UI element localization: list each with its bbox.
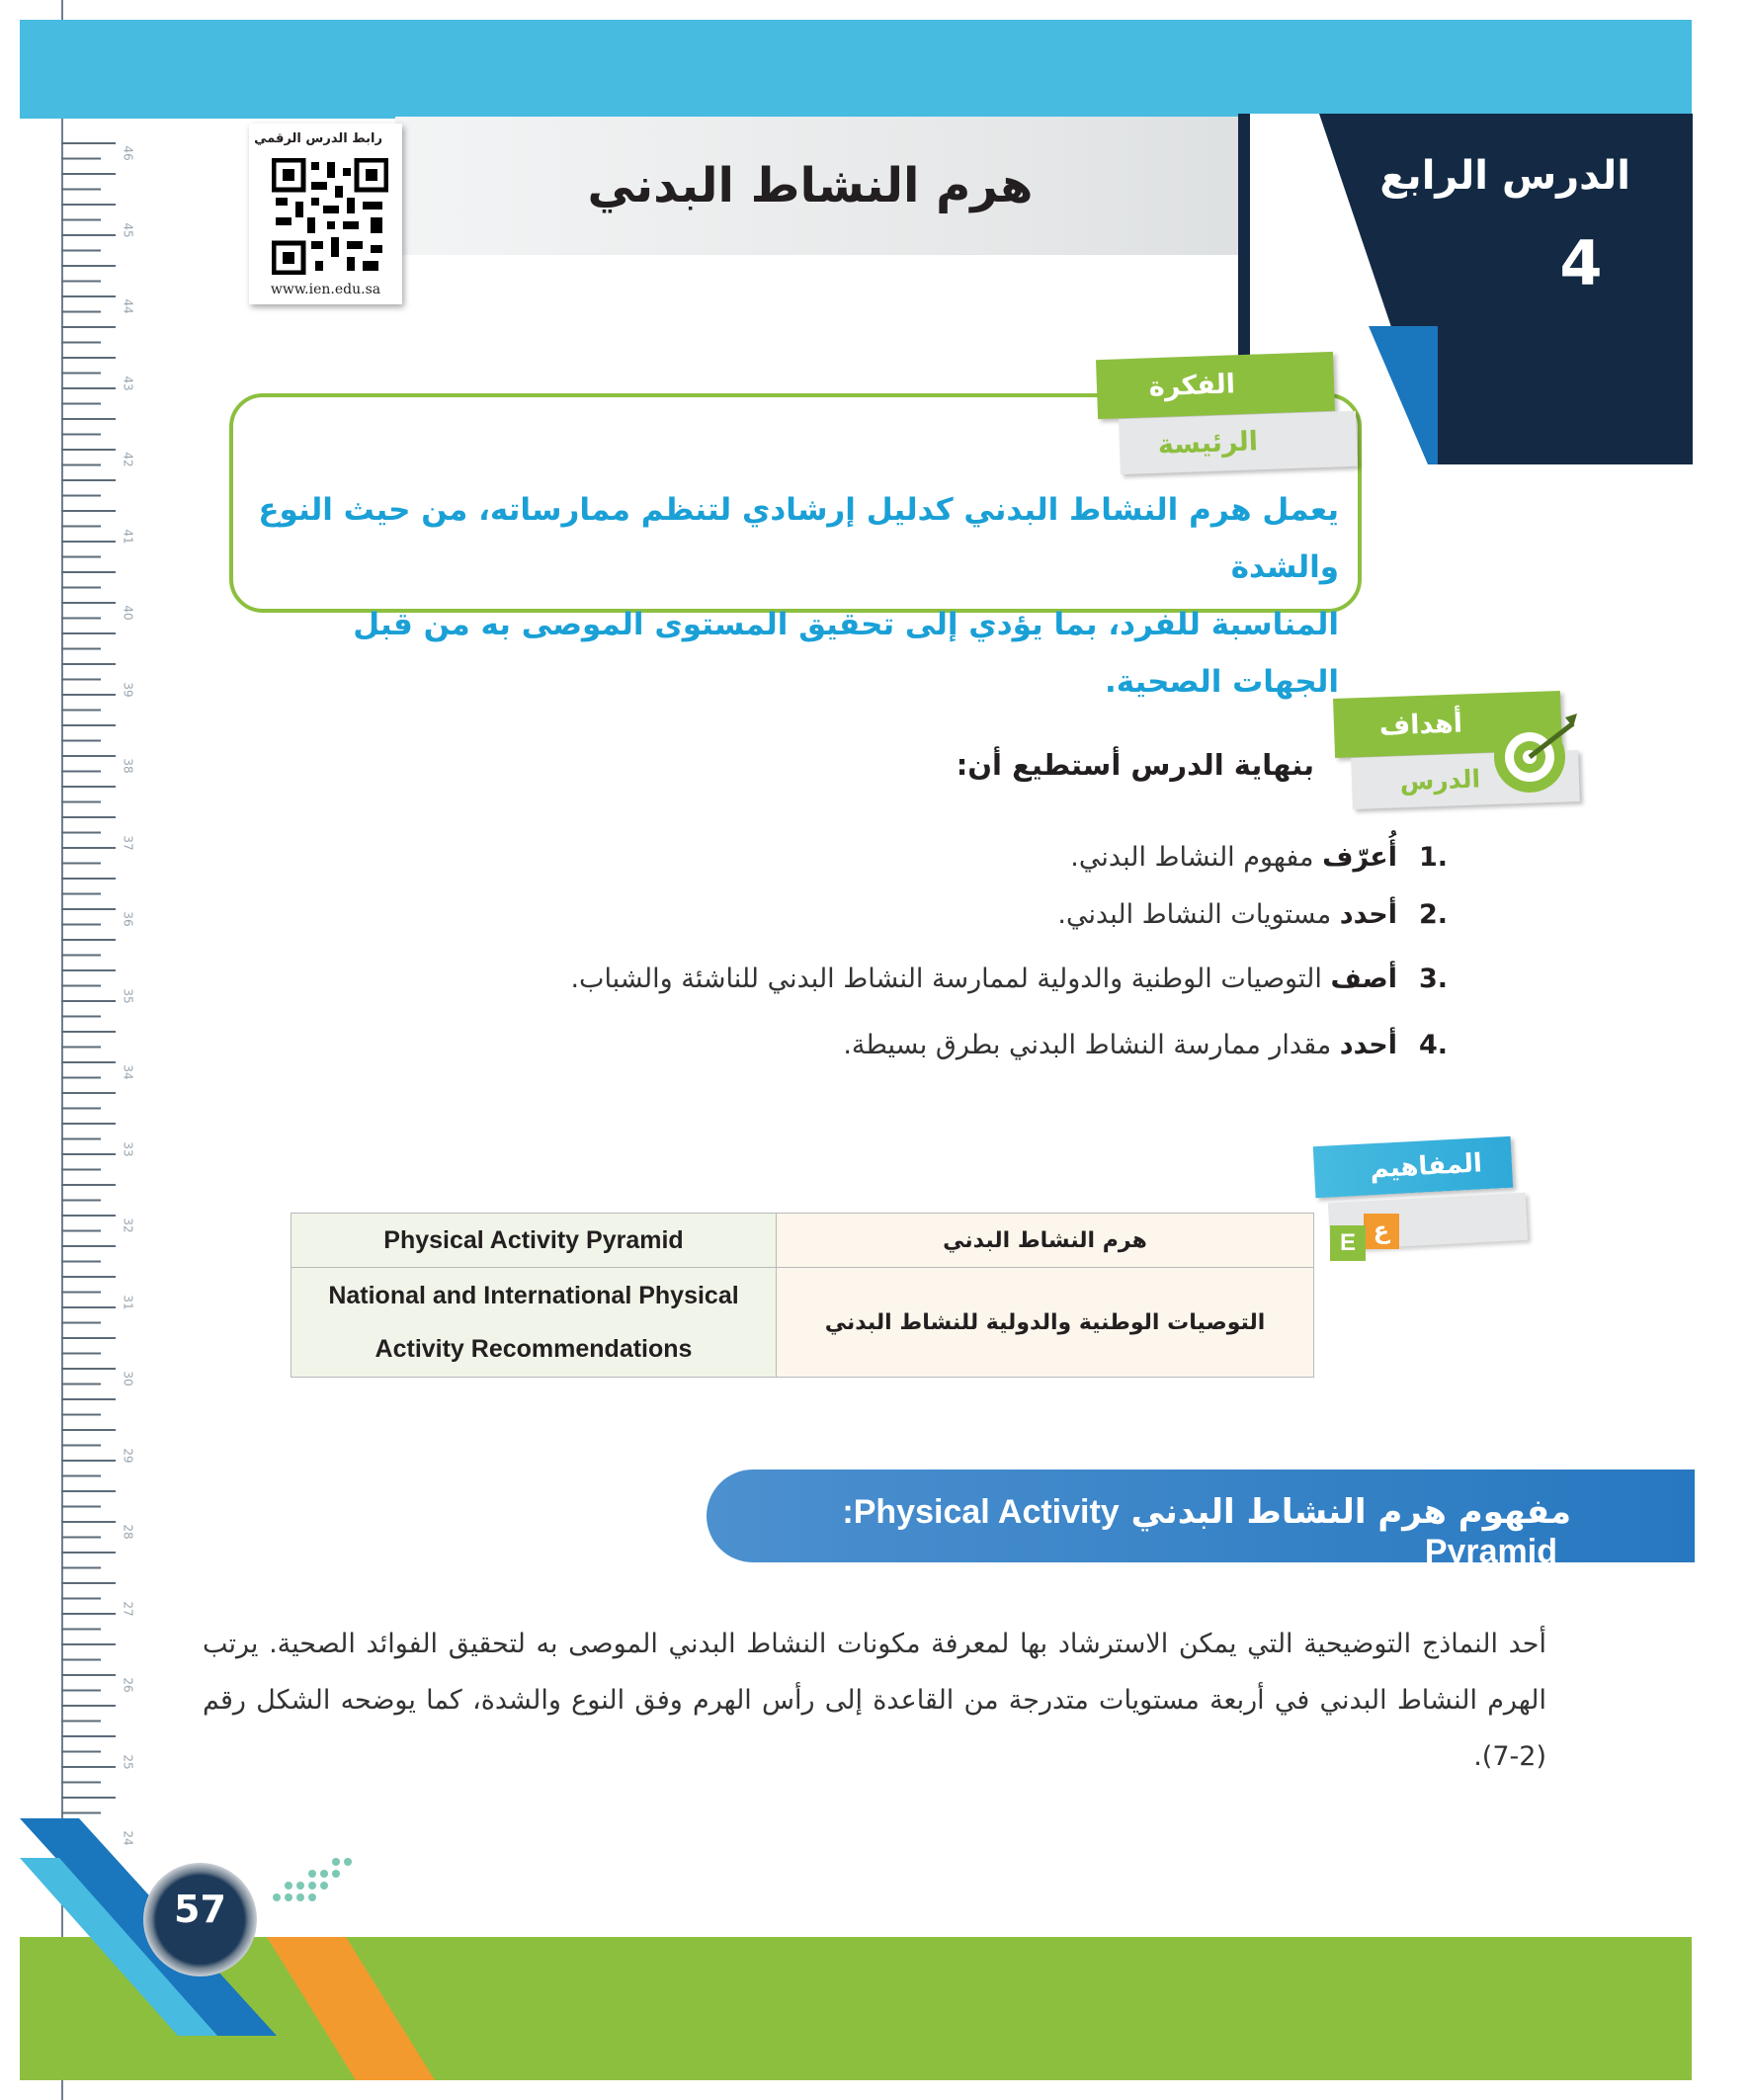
main-idea-tag-top: الفكرة xyxy=(1096,352,1335,419)
objectives-intro: بنهاية الدرس أستطيع أن: xyxy=(956,748,1314,782)
ruler-number: 32 xyxy=(121,1218,135,1233)
ruler-number: 41 xyxy=(121,528,135,545)
objective-number: 4. xyxy=(1418,1030,1448,1060)
main-idea-text xyxy=(257,481,1339,711)
ruler-number: 44 xyxy=(121,298,135,314)
concepts-table xyxy=(291,1213,1314,1378)
objective-number: 3. xyxy=(1418,964,1448,994)
table-row xyxy=(292,1214,1314,1268)
concept-en-2-line-2: Activity Recommendations xyxy=(375,1335,693,1363)
list-item xyxy=(459,1030,1448,1060)
section-heading-ar: مفهوم هرم النشاط البدني xyxy=(1130,1492,1571,1532)
ruler-number: 28 xyxy=(121,1524,135,1540)
lesson-label: الدرس الرابع xyxy=(1379,153,1630,199)
concept-ar-2: التوصيات الوطنية والدولية للنشاط البدني xyxy=(777,1268,1314,1378)
objective-verb: أُعرّف xyxy=(1322,842,1397,873)
section-paragraph: أحد النماذج التوضيحية التي يمكن الاسترشاد بها لمعرفة مكونات النشاط البدني الموصى به لتحقيق الفوائد الصحية. يرتب الهرم النشاط البدني في أربعة مستويات متدرجة من القاعدة إلى رأس الهرم وفق النوع والشدة، كما يوضحه الشكل رقم (2-7). xyxy=(203,1629,1546,1772)
list-item xyxy=(459,899,1448,930)
ruler-number: 26 xyxy=(121,1677,135,1693)
ruler-number: 27 xyxy=(121,1600,135,1617)
ruler-number: 34 xyxy=(121,1064,135,1080)
ruler-number: 29 xyxy=(121,1447,135,1464)
ruler-number: 24 xyxy=(121,1830,135,1846)
target-icon xyxy=(1490,710,1579,798)
language-badge-en: E xyxy=(1330,1225,1366,1261)
main-idea-line-1: يعمل هرم النشاط البدني كدليل إرشادي لتنظم ممارساته، من حيث النوع والشدة xyxy=(258,492,1339,585)
ruler-number: 42 xyxy=(121,452,135,467)
objective-text: التوصيات الوطنية والدولية لممارسة النشاط البدني للناشئة والشباب. xyxy=(570,964,1331,994)
concept-en-2-line-1: National and International Physical xyxy=(328,1282,739,1309)
language-badge-ar: ع xyxy=(1364,1214,1399,1249)
ruler-number: 30 xyxy=(121,1371,135,1386)
main-idea-line-2: المناسبة للفرد، بما يؤدي إلى تحقيق المستوى الموصى به من قبل الجهات الصحية. xyxy=(353,607,1339,700)
concept-ar-1: هرم النشاط البدني xyxy=(777,1214,1314,1268)
ruler-number: 37 xyxy=(121,834,135,851)
objective-number: 2. xyxy=(1418,899,1448,930)
page-number: 57 xyxy=(174,1888,226,1931)
concept-en-1: Physical Activity Pyramid xyxy=(292,1214,777,1268)
ministry-dots-logo xyxy=(267,1858,366,1917)
ruler-number: 33 xyxy=(121,1140,135,1157)
ruler-number: 40 xyxy=(121,605,135,621)
ruler-ticks xyxy=(61,138,150,1878)
ruler-number: 25 xyxy=(121,1753,135,1770)
objective-text: مفهوم النشاط البدني. xyxy=(1070,842,1323,873)
list-item xyxy=(459,842,1448,873)
ruler-number: 36 xyxy=(121,911,135,927)
ruler-number: 45 xyxy=(121,221,135,238)
ruler-number: 46 xyxy=(121,145,135,161)
table-row xyxy=(292,1268,1314,1378)
ruler-number: 31 xyxy=(121,1294,135,1310)
objective-verb: أصف xyxy=(1330,964,1397,994)
objective-text: مستويات النشاط البدني. xyxy=(1057,899,1340,930)
objective-number: 1. xyxy=(1418,842,1448,873)
top-color-band xyxy=(20,20,1692,119)
list-item xyxy=(459,964,1448,994)
lesson-number: 4 xyxy=(1559,227,1603,299)
objective-text: مقدار ممارسة النشاط البدني بطرق بسيطة. xyxy=(843,1030,1340,1060)
qr-url: www.ien.edu.sa xyxy=(270,282,381,297)
concept-en-2 xyxy=(292,1268,777,1378)
page-title: هرم النشاط البدني xyxy=(587,158,1034,213)
objective-verb: أحدد xyxy=(1339,1030,1397,1060)
qr-label: رابط الدرس الرقمي xyxy=(254,131,382,146)
ruler-number: 43 xyxy=(121,375,135,391)
qr-code-icon[interactable] xyxy=(272,158,388,275)
section-heading xyxy=(731,1492,1571,1571)
main-idea-tag-bottom: الرئيسة xyxy=(1119,411,1358,474)
ruler-number: 39 xyxy=(121,681,135,698)
ruler-number: 35 xyxy=(121,987,135,1004)
section-heading-en: :Physical Activity Pyramid xyxy=(842,1493,1557,1570)
concepts-tag: المفاهيم xyxy=(1313,1136,1513,1198)
page-ruler xyxy=(61,138,150,1878)
objective-verb: أحدد xyxy=(1339,899,1397,930)
objectives-tag-bottom: الدرس xyxy=(1351,750,1580,809)
objectives-tag-top: أهداف xyxy=(1333,691,1562,758)
ruler-number: 38 xyxy=(121,758,135,774)
